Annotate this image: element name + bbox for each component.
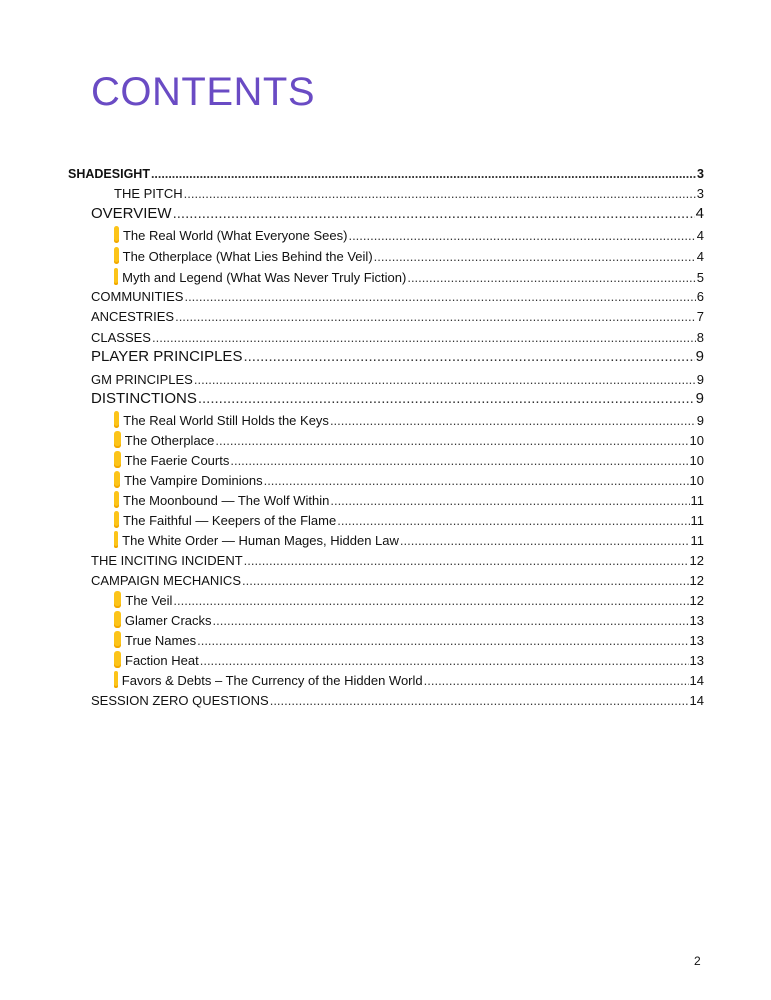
yellow-square-icon [114,411,119,428]
yellow-square-icon [114,591,121,608]
toc-entry-ancestries[interactable] [91,304,704,324]
toc-entry-page: 14 [689,673,704,688]
toc-entry-classes[interactable] [91,325,704,345]
toc-entry-label: PLAYER PRINCIPLES [91,348,243,365]
toc-entry-page: 11 [690,513,704,528]
toc-entry-label: The Faerie Courts [124,453,230,468]
toc-entry-page: 10 [689,473,704,488]
toc-entry-page: 4 [696,228,704,243]
toc-entry-moonbound[interactable] [114,488,704,508]
toc-entry-true-names[interactable] [114,628,704,648]
toc-entry-page: 8 [696,330,704,345]
toc-entry-page: 11 [690,533,704,548]
toc-entry-label: True Names [125,633,197,648]
toc-entry-label: Myth and Legend (What Was Never Truly Fiction) [122,270,407,285]
toc-entry-label: DISTINCTIONS [91,390,197,407]
toc-entry-overview[interactable] [91,202,704,222]
toc-entry-label: The White Order — Human Mages, Hidden Law [122,533,399,548]
toc-entry-gm-principles[interactable] [91,367,704,387]
toc-entry-session-zero[interactable] [91,688,704,708]
toc-entry-page: 7 [696,309,704,324]
toc-entry-page: 5 [696,270,704,285]
toc-entry-page: 13 [689,613,704,628]
yellow-square-icon [114,631,121,648]
toc-entry-distinctions[interactable] [91,387,704,407]
yellow-square-icon [114,611,121,628]
toc-entry-label: CAMPAIGN MECHANICS [91,573,241,588]
toc-entry-page: 9 [696,372,704,387]
toc-entry-label: CLASSES [91,330,151,345]
yellow-square-icon [114,451,121,468]
toc-entry-label: THE PITCH [114,186,183,201]
toc-entry-label: The Otherplace (What Lies Behind the Veil) [122,249,373,264]
yellow-square-icon [114,247,119,264]
toc-entry-page: 12 [689,573,704,588]
toc-entry-vampire-dominions[interactable] [114,468,704,488]
toc-entry-campaign-mechanics[interactable] [91,568,704,588]
toc-entry-inciting-incident[interactable] [91,548,704,568]
toc-entry-page: 12 [689,553,704,568]
toc-entry-real-world[interactable] [114,223,704,243]
toc-entry-page: 11 [690,493,704,508]
toc-entry-page: 12 [689,593,704,608]
toc-entry-label: SESSION ZERO QUESTIONS [91,693,269,708]
toc-entry-page: 4 [696,249,704,264]
toc-entry-communities[interactable] [91,284,704,304]
toc-entry-page: 4 [695,205,704,222]
yellow-square-icon [114,471,120,488]
toc-entry-page: 13 [689,653,704,668]
yellow-square-icon [114,226,119,243]
toc-entry-page: 10 [689,433,704,448]
toc-entry-real-world-keys[interactable] [114,408,704,428]
toc-entry-the-veil[interactable] [114,588,704,608]
yellow-square-icon [114,268,118,285]
toc-entry-label: The Real World Still Holds the Keys [123,413,329,428]
toc-entry-myth-legend[interactable] [114,265,704,285]
page-title: CONTENTS [91,70,315,114]
toc-entry-label: COMMUNITIES [91,289,184,304]
toc-entry-page: 14 [689,693,704,708]
toc-entry-label: GM PRINCIPLES [91,372,193,387]
toc-entry-label: Faction Heat [125,653,199,668]
toc-entry-label: The Faithful — Keepers of the Flame [123,513,337,528]
toc-entry-page: 10 [689,453,704,468]
toc-entry-faerie-courts[interactable] [114,448,704,468]
toc-entry-label: OVERVIEW [91,205,172,222]
yellow-square-icon [114,431,121,448]
toc-entry-label: The Veil [125,593,173,608]
toc-entry-otherplace[interactable] [114,428,704,448]
toc-entry-label: THE INCITING INCIDENT [91,553,243,568]
toc-entry-page: 3 [697,167,704,181]
yellow-square-icon [114,651,121,668]
page-number: 2 [694,954,701,968]
toc-entry-page: 9 [695,348,704,365]
toc-entry-label: Favors & Debts – The Currency of the Hidden World [121,673,423,688]
toc-entry-favors-debts[interactable] [114,668,704,688]
toc-entry-label: Glamer Cracks [124,613,212,628]
yellow-square-icon [114,511,119,528]
toc-entry-otherplace-veil[interactable] [114,244,704,264]
toc-entry-the-pitch[interactable] [114,181,704,201]
toc-entry-player-principles[interactable] [91,345,704,365]
toc-entry-page: 3 [696,186,704,201]
toc-entry-page: 9 [695,390,704,407]
yellow-square-icon [114,531,118,548]
toc-entry-faithful[interactable] [114,508,704,528]
toc-entry-label: The Real World (What Everyone Sees) [122,228,348,243]
toc-entry-white-order[interactable] [114,528,704,548]
toc-entry-page: 13 [689,633,704,648]
toc-entry-label: ANCESTRIES [91,309,175,324]
toc-entry-label: SHADESIGHT [68,167,150,181]
yellow-square-icon [114,671,118,688]
toc-entry-glamer-cracks[interactable] [114,608,704,628]
yellow-square-icon [114,491,119,508]
toc-entry-label: The Otherplace [124,433,215,448]
toc-entry-page: 6 [696,289,704,304]
toc-entry-page: 9 [696,413,704,428]
toc-entry-label: The Vampire Dominions [124,473,263,488]
toc-entry-faction-heat[interactable] [114,648,704,668]
toc-entry-label: The Moonbound — The Wolf Within [123,493,330,508]
toc-entry-shadesight[interactable] [68,161,704,181]
